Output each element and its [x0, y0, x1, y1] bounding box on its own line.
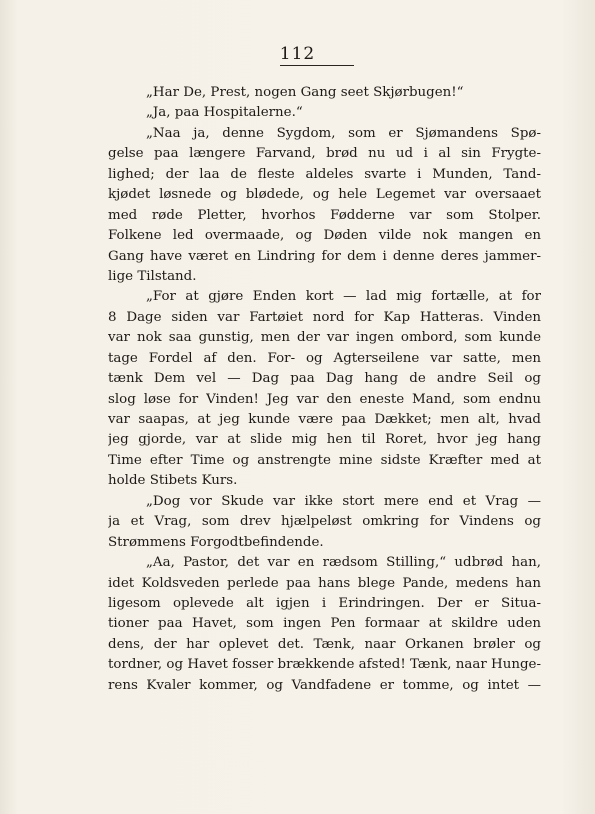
text-line: ja et Vrag, som drev hjælpeløst omkring for Vindens og — [108, 514, 541, 530]
text-line: var saapas, at jeg kunde være paa Dækket; men alt, hvad — [108, 412, 541, 427]
text-line: Time efter Time og anstrengte mine sidste Kræfter med at — [108, 452, 541, 468]
text-line: holde Stibets Kurs. — [108, 473, 238, 489]
text-line: 8 Dage siden var Fartøiet nord for Kap Hatteras. Vinden — [108, 309, 541, 325]
text-line: „Ja, paa Hospitalerne.“ — [146, 105, 303, 121]
text-line: Folkene led overmaade, og Døden vilde nok mangen en — [108, 228, 541, 244]
text-line: tordner, og Havet fosser brækkende afsted! Tænk, naar Hunge- — [108, 657, 541, 673]
page-number: 112 — [279, 44, 316, 64]
text-line: „Dog vor Skude var ikke stort mere end et Vrag — — [146, 493, 541, 509]
text-line: „For at gjøre Enden kort — lad mig fortælle, at for — [146, 289, 541, 305]
text-line: tage Fordel af den. For- og Agterseilene var satte, men — [108, 350, 541, 366]
text-line: Gang have været en Lindring for dem i denne deres jammer- — [108, 248, 541, 264]
header-rule — [280, 65, 354, 66]
text-line: gelse paa længere Farvand, brød nu ud i al sin Frygte- — [108, 146, 541, 162]
text-line: lighed; der laa de fleste aldeles svarte i Munden, Tand- — [108, 166, 541, 182]
text-line: tænk Dem vel — Dag paa Dag hang de andre Seil og — [108, 371, 541, 387]
text-line: kjødet løsnede og blødede, og hele Legemet var oversaaet — [108, 187, 541, 203]
text-line: var nok saa gunstig, men der var ingen ombord, som kunde — [108, 330, 541, 346]
text-line: rens Kvaler kommer, og Vandfadene er tomme, og intet — — [108, 677, 541, 693]
text-line: „Har De, Prest, nogen Gang seet Skjørbugen!“ — [146, 85, 464, 100]
text-line: dens, der har oplevet det. Tænk, naar Orkanen brøler og — [108, 636, 541, 652]
text-line: tioner paa Havet, som ingen Pen formaar at skildre uden — [108, 616, 541, 632]
text-line: med røde Pletter, hvorhos Fødderne var som Stolper. — [108, 207, 541, 223]
text-line: „Naa ja, denne Sygdom, som er Sjømandens Spø- — [146, 125, 541, 141]
text-line: slog løse for Vinden! Jeg var den eneste Mand, som endnu — [108, 391, 541, 407]
text-line: lige Tilstand. — [108, 268, 197, 284]
text-line: „Aa, Pastor, det var en rædsom Stilling,“ udbrød han, — [146, 555, 541, 571]
body-text — [108, 83, 541, 696]
text-line: idet Koldsveden perlede paa hans blege Pande, medens han — [108, 575, 541, 591]
text-line: ligesom oplevede alt igjen i Erindringen. Der er Situa- — [108, 595, 541, 611]
text-line: jeg gjorde, var at slide mig hen til Roret, hvor jeg hang — [108, 432, 541, 448]
text-line: Strømmens Forgodtbefindende. — [108, 534, 324, 550]
